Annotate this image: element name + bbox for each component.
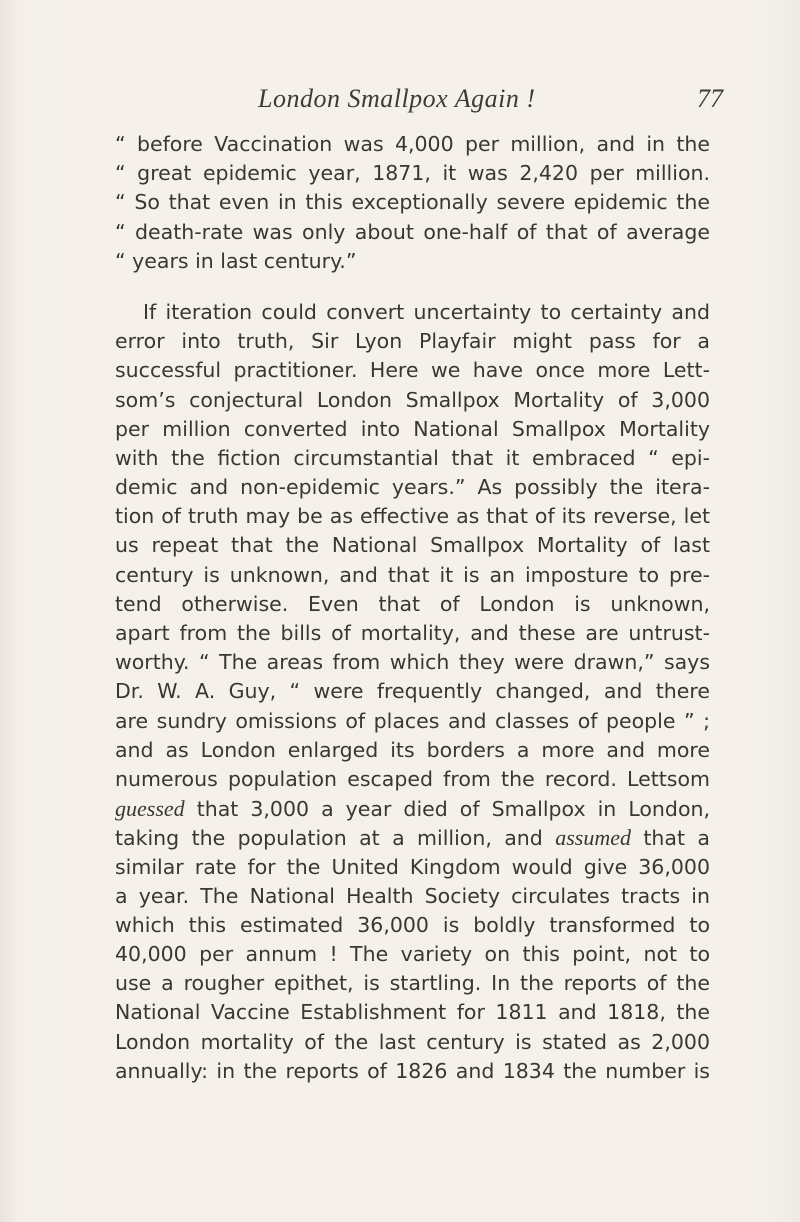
text-line: If iteration could convert uncertainty to certainty and bbox=[143, 299, 710, 324]
text-line: worthy. “ The areas from which they were drawn,” says bbox=[115, 650, 710, 675]
emphasis-assumed: assumed bbox=[555, 825, 631, 851]
text-line: century is unknown, and that it is an imposture to pre- bbox=[115, 562, 710, 587]
text-line: a year. The National Health Society circulates tracts in bbox=[115, 883, 710, 908]
text-line: tion of truth may be as effective as that of its reverse, let bbox=[115, 504, 710, 529]
text-line: “ before Vaccination was 4,000 per million, and in the bbox=[115, 132, 710, 156]
text-line: and as London enlarged its borders a more and more bbox=[115, 737, 710, 762]
text-segment: that 3,000 a year died of Smallpox in London, bbox=[184, 797, 710, 822]
text-line: som’s conjectural London Smallpox Mortality of 3,000 bbox=[115, 387, 710, 412]
text-line: use a rougher epithet, is startling. In the reports of the bbox=[115, 971, 710, 996]
text-line: successful practitioner. Here we have once more Lett- bbox=[115, 358, 710, 383]
quotation-block bbox=[115, 130, 710, 276]
running-title: London Smallpox Again ! bbox=[258, 84, 536, 113]
text-line: similar rate for the United Kingdom would give 36,000 bbox=[115, 854, 710, 879]
paragraph-gap bbox=[115, 276, 710, 298]
text-line: 40,000 per annum ! The variety on this point, not to bbox=[115, 942, 710, 967]
text-line: “ years in last century.” bbox=[115, 248, 357, 273]
text-line: London mortality of the last century is stated as 2,000 bbox=[115, 1029, 710, 1054]
text-segment: taking the population at a million, and bbox=[115, 826, 556, 851]
text-line: us repeat that the National Smallpox Mortality of last bbox=[115, 533, 710, 558]
page-header bbox=[0, 84, 800, 124]
page-number: 77 bbox=[697, 84, 723, 113]
text-line: with the fiction circumstantial that it embraced “ epi- bbox=[115, 445, 710, 470]
text-line: error into truth, Sir Lyon Playfair might pass for a bbox=[115, 329, 710, 354]
text-line: “ So that even in this exceptionally severe epidemic the bbox=[115, 190, 710, 215]
body-paragraph bbox=[115, 298, 710, 1086]
text-line: “ death-rate was only about one-half of that of average bbox=[115, 219, 710, 244]
text-line: which this estimated 36,000 is boldly transformed to bbox=[115, 912, 710, 937]
text-line: per million converted into National Smallpox Mortality bbox=[115, 416, 710, 441]
text-line bbox=[115, 823, 710, 852]
text-line: annually: in the reports of 1826 and 1834 the number is bbox=[115, 1058, 710, 1083]
text-line: National Vaccine Establishment for 1811 and 1818, the bbox=[115, 1000, 710, 1025]
text-line: “ great epidemic year, 1871, it was 2,420 per million. bbox=[115, 161, 710, 186]
text-line: Dr. W. A. Guy, “ were frequently changed, and there bbox=[115, 679, 710, 704]
text-line: are sundry omissions of places and classes of people ” ; bbox=[115, 708, 710, 733]
emphasis-guessed: guessed bbox=[115, 796, 185, 822]
text-line: apart from the bills of mortality, and these are untrust- bbox=[115, 621, 710, 645]
text-line: tend otherwise. Even that of London is unknown, bbox=[115, 591, 710, 616]
text-line: demic and non-epidemic years.” As possibly the itera- bbox=[115, 475, 710, 500]
text-line bbox=[115, 794, 710, 823]
text-line: numerous population escaped from the record. Lettsom bbox=[115, 766, 710, 791]
page-body bbox=[115, 130, 710, 1086]
text-segment: that a bbox=[631, 826, 710, 851]
